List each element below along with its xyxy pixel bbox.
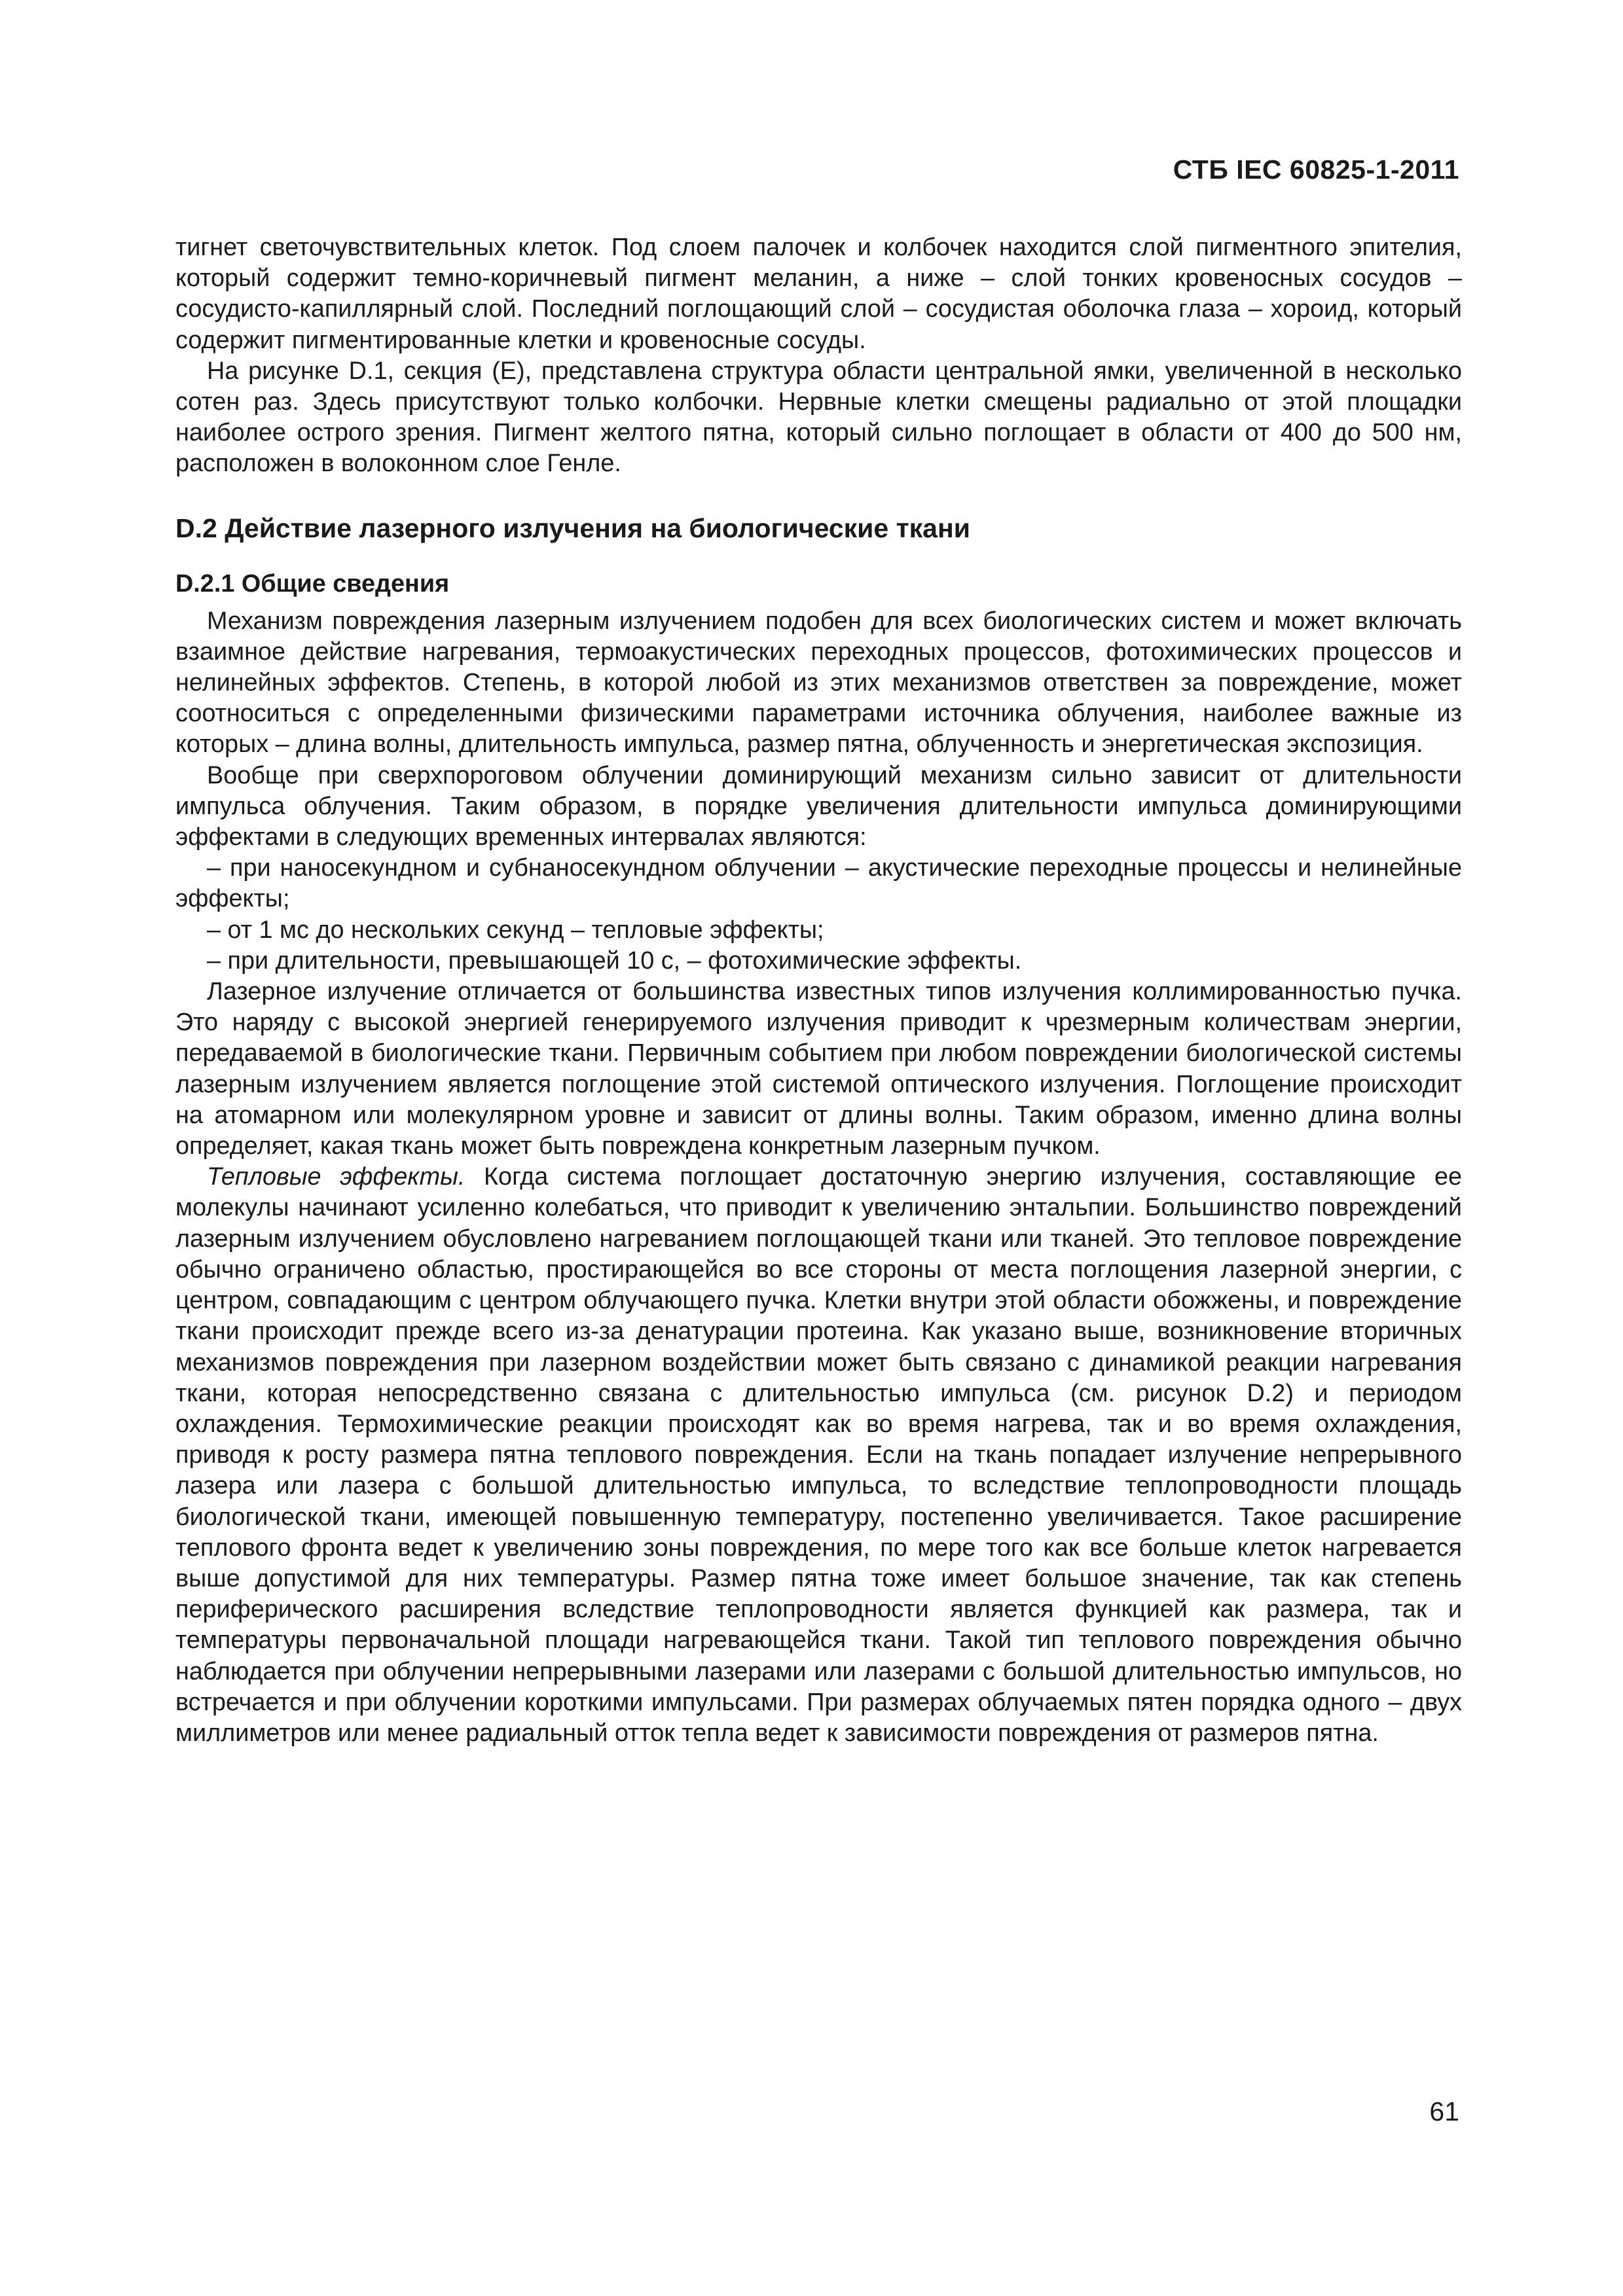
paragraph-mechanism: Механизм повреждения лазерным излучением подобен для всех биологических систем и может включать взаимное действие нагревания, термоакустических переходных процессов, фотохимических процессов и нелинейных эффектов. Степень, в которой любой из этих механизмов ответствен за повреждение, может соотноситься с определенными физическими параметрами источника облучения, наиболее важные из которых – длина волны, длительность импульса, размер пятна, облученность и энергетическая экспозиция. — [175, 607, 1462, 759]
document-code-header: СТБ IEC 60825-1-2011 — [1173, 154, 1459, 185]
list-item-photochemical: – при длительности, превышающей 10 с, – фотохимические эффекты. — [207, 946, 1022, 975]
thermal-effects-text: Когда система поглощает достаточную энергию излучения, составляющие ее молекулы начинают усиленно колебаться, что приводит к увеличению энтальпии. Большинство повреждений лазерным излучением обусловлено нагреванием поглощающей ткани или тканей. Это тепловое повреждение обычно ограничено областью, простирающейся во все стороны от места поглощения лазерной энергии, с центром, совпадающим с центром облучающего пучка. Клетки внутри этой области обожжены, и повреждение ткани происходит прежде всего из-за денатурации протеина. Как указано выше, возникновение вторичных механизмов повреждения при лазерном воздействии может быть связано с динамикой реакции нагревания ткани, которая непосредственно связана с длительностью импульса (см. рисунок D.2) и периодом охлаждения. Термохимические реакции происходят как во время нагрева, так и во время охлаждения, приводя к росту размера пятна теплового повреждения. Если на ткань попадает излучение непрерывного лазера или лазера с большой длительностью импульса, то вследствие теплопроводности площадь биологической ткани, имеющей повышенную температуру, постепенно увеличивается. Такое расширение теплового фронта ведет к увеличению зоны повреждения, по мере того как все больше клеток нагревается выше допустимой для них температуры. Размер пятна тоже имеет большое значение, так как степень периферического расширения вследствие теплопроводности является функцией как размера, так и температуры первоначальной площади нагревающейся ткани. Такой тип теплового повреждения обычно наблюдается при облучении непрерывными лазерами или лазерами с большой длительностью импульсов, но встречается и при облучении короткими импульсами. При размерах облучаемых пятен порядка одного – двух миллиметров или менее радиальный отток тепла ведет к зависимости повреждения от размеров пятна. — [175, 1163, 1462, 1747]
list-item-nanosecond: – при наносекундном и субнаносекундном облучении – акустические переходные процессы и нелинейные эффекты; — [175, 854, 1462, 913]
paragraph-collimation: Лазерное излучение отличается от большинства известных типов излучения коллимированностью пучка. Это наряду с высокой энергией генерируемого излучения приводит к чрезмерным количествам энергии, передаваемой в биологические ткани. Первичным событием при любом повреждении биологической системы лазерным излучением является поглощение этой системой оптического излучения. Поглощение происходит на атомарном или молекулярном уровне и зависит от длины волны. Таким образом, именно длина волны определяет, какая ткань может быть повреждена конкретным лазерным пучком. — [175, 978, 1462, 1160]
page-number: 61 — [1429, 2096, 1459, 2126]
page-content — [175, 232, 1462, 1749]
paragraph-figure-description: На рисунке D.1, секция (E), представлена структура области центральной ямки, увеличенной в несколько сотен раз. Здесь присутствуют только колбочки. Нервные клетки смещены радиально от этой площадки наиболее острого зрения. Пигмент желтого пятна, который сильно поглощает в области от 400 до 500 нм, расположен в волоконном слое Генле. — [175, 357, 1462, 478]
thermal-effects-lead: Тепловые эффекты. — [207, 1163, 465, 1191]
paragraph-suprathreshold: Вообще при сверхпороговом облучении доминирующий механизм сильно зависит от длительности импульса облучения. Таким образом, в порядке увеличения длительности импульса доминирующими эффектами в следующих временных интервалах являются: — [175, 761, 1462, 852]
section-heading: D.2 Действие лазерного излучения на биологические ткани — [175, 512, 970, 543]
subsection-heading: D.2.1 Общие сведения — [175, 569, 450, 598]
paragraph-thermal-effects — [175, 1162, 1462, 1749]
list-item-millisecond: – от 1 мс до нескольких секунд – тепловые эффекты; — [207, 916, 824, 944]
paragraph-continuation: тигнет светочувствительных клеток. Под слоем палочек и колбочек находится слой пигментного эпителия, который содержит темно-коричневый пигмент меланин, а ниже – слой тонких кровеносных сосудов – сосудисто-капиллярный слой. Последний поглощающий слой – сосудистая оболочка глаза – хороид, который содержит пигментированные клетки и кровеносные сосуды. — [175, 234, 1462, 354]
